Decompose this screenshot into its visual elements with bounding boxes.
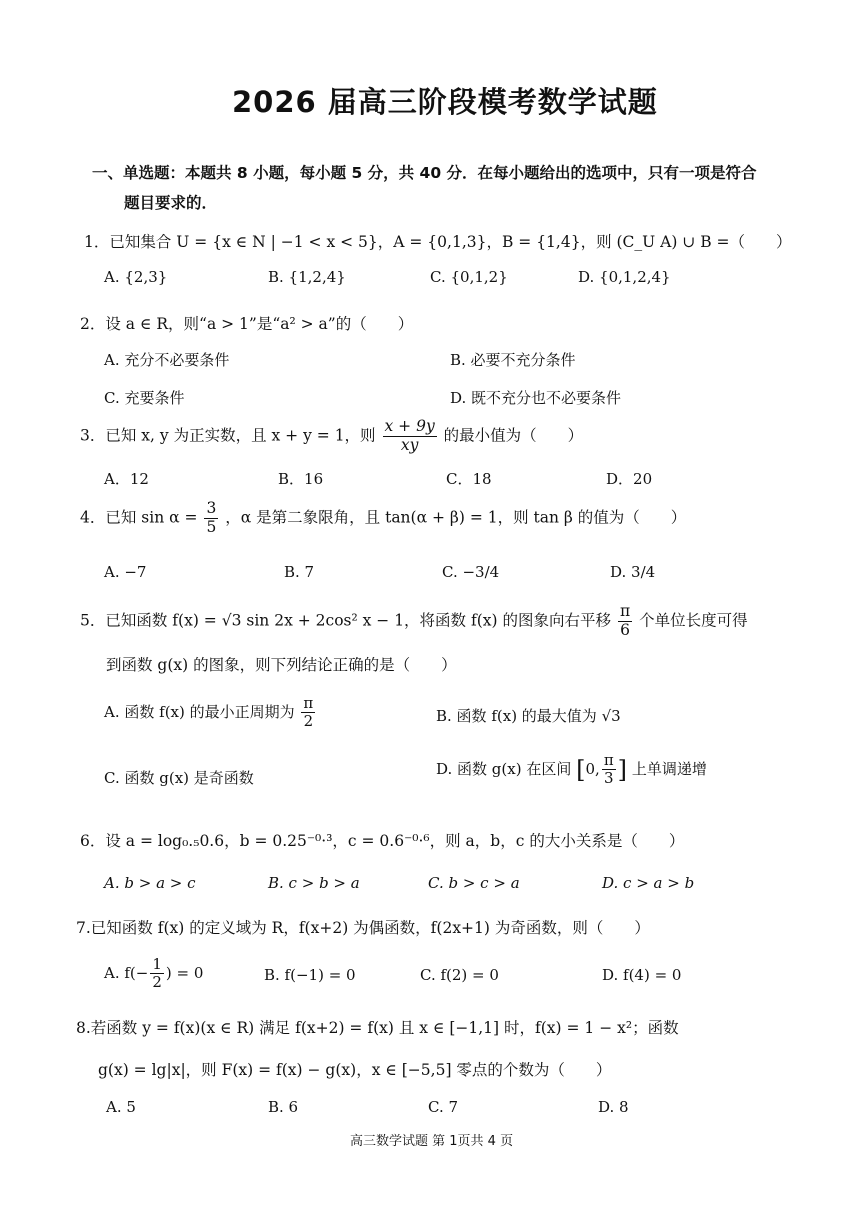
fraction-denominator: 2 xyxy=(303,712,314,731)
question-2 xyxy=(80,312,413,334)
q6-option-a: A. b > a > c xyxy=(104,874,196,892)
question-stem: 若函数 y = f(x)(x ∈ R) 满足 f(x+2) = f(x) 且 x ∈ [−1,1] 时，f(x) = 1 − x²；函数 xyxy=(90,1019,679,1037)
question-stem: 设 a ∈ R，则“a > 1”是“a² > a”的（ ） xyxy=(105,315,414,333)
fraction-numerator: 1 xyxy=(152,955,162,973)
q2-option-b: B. 必要不充分条件 xyxy=(450,351,576,369)
question-number: 3． xyxy=(80,426,106,445)
question-number: 8. xyxy=(76,1019,91,1037)
question-number: 7. xyxy=(76,919,91,937)
q7-option-a xyxy=(104,956,203,992)
fraction xyxy=(602,752,616,788)
fraction-denominator: 5 xyxy=(206,517,217,536)
question-number: 4． xyxy=(80,508,106,527)
fraction-denominator: 2 xyxy=(152,973,162,992)
q8-option-b: B. 6 xyxy=(268,1098,299,1116)
right-bracket: ] xyxy=(617,755,628,784)
q5-option-c: C. 函数 g(x) 是奇函数 xyxy=(104,769,254,787)
q2-option-a: A. 充分不必要条件 xyxy=(104,351,230,369)
option-text: A. 函数 f(x) 的最小正周期为 xyxy=(104,702,295,721)
q3-option-c: C．18 xyxy=(446,470,492,488)
question-1 xyxy=(84,230,792,252)
option-text: D. 函数 g(x) 在区间 xyxy=(436,759,572,778)
section-heading-line1: 一、单选题：本题共 8 小题，每小题 5 分，共 40 分．在每小题给出的选项中，只有一项是符合 xyxy=(92,164,757,182)
q7-option-b: B. f(−1) = 0 xyxy=(264,966,356,984)
q7-option-c: C. f(2) = 0 xyxy=(420,966,499,984)
fraction-numerator: π xyxy=(303,694,314,712)
question-stem-pre: 已知 sin α = xyxy=(105,508,198,527)
section-heading-line2: 题目要求的． xyxy=(124,194,218,212)
question-number: 1． xyxy=(84,233,110,251)
q5-option-d: D. 函数 g(x) 在区间 [0, $\frac{\pi}{3}$ ] 上单调递增 xyxy=(436,751,707,788)
q6-option-d: D. c > a > b xyxy=(602,874,695,892)
page-title: 2026 届高三阶段模考数学试题 xyxy=(232,85,658,119)
option-text: A. f(− xyxy=(104,963,149,982)
fraction-numerator: π xyxy=(619,602,631,620)
question-stem: 已知集合 U = {x ∈ N | −1 < x < 5}，A = {0,1,3}，B = {1,4}，则 (C_U A) ∪ B =（ ） xyxy=(109,233,792,251)
q3-option-d: D．20 xyxy=(606,470,653,488)
fraction xyxy=(301,695,315,731)
fraction xyxy=(618,603,632,640)
question-stem: 已知函数 f(x) 的定义域为 R，f(x+2) 为偶函数，f(2x+1) 为奇函数，则（ ） xyxy=(90,919,650,937)
q3-option-a: A．12 xyxy=(104,470,149,488)
q4-option-c: C. −3/4 xyxy=(442,563,500,581)
question-stem: 设 a = log₀.₅0.6，b = 0.25⁻⁰·³，c = 0.6⁻⁰·⁶，则 a，b，c 的大小关系是（ ） xyxy=(105,832,685,850)
q3-option-b: B．16 xyxy=(278,470,324,488)
question-stem-post: 的最小值为（ ） xyxy=(443,426,584,445)
fraction-denominator: xy xyxy=(400,435,419,454)
question-stem-post: ，α 是第二象限角，且 tan(α + β) = 1，则 tan β 的值为（ ） xyxy=(225,508,687,527)
fraction-numerator: π xyxy=(603,751,614,769)
question-6 xyxy=(80,829,684,851)
question-number: 5． xyxy=(80,611,106,630)
question-stem-post: 个单位长度可得 xyxy=(639,611,748,630)
question-8 xyxy=(76,1016,679,1038)
q8-option-d: D. 8 xyxy=(598,1098,629,1116)
question-stem-pre: 已知 x, y 为正实数，且 x + y = 1，则 xyxy=(105,426,376,445)
question-5-line2: 到函数 g(x) 的图象，则下列结论正确的是（ ） xyxy=(106,656,457,674)
question-4 xyxy=(80,500,686,537)
question-3 xyxy=(80,418,583,455)
q5-option-b: B. 函数 f(x) 的最大值为 √3 xyxy=(436,707,621,725)
question-stem-pre: 已知函数 f(x) = √3 sin 2x + 2cos² x − 1，将函数 f(x) 的图象向右平移 xyxy=(105,611,611,630)
fraction xyxy=(150,956,164,992)
fraction-denominator: 3 xyxy=(603,769,614,788)
q1-option-c: C. {0,1,2} xyxy=(430,268,508,286)
q1-option-b: B. {1,2,4} xyxy=(268,268,346,286)
q8-option-c: C. 7 xyxy=(428,1098,459,1116)
q7-option-d: D. f(4) = 0 xyxy=(602,966,682,984)
q1-option-d: D. {0,1,2,4} xyxy=(578,268,671,286)
q4-option-b: B. 7 xyxy=(284,563,315,581)
question-8-line2: g(x) = lg|x|，则 F(x) = f(x) − g(x)，x ∈ [−5,5] 零点的个数为（ ） xyxy=(98,1061,612,1079)
option-text-post: ) = 0 xyxy=(165,963,204,982)
fraction-numerator: x + 9y xyxy=(384,417,435,435)
q6-option-b: B. c > b > a xyxy=(268,874,360,892)
page-footer: 高三数学试题 第 1页共 4 页 xyxy=(350,1134,514,1149)
q4-option-d: D. 3/4 xyxy=(610,563,656,581)
q8-option-a: A. 5 xyxy=(106,1098,136,1116)
fraction xyxy=(383,418,437,455)
q2-option-d: D. 既不充分也不必要条件 xyxy=(450,389,622,407)
question-7 xyxy=(76,916,650,938)
left-bracket: [ xyxy=(576,755,586,784)
question-number: 6． xyxy=(80,832,106,850)
q4-option-a: A. −7 xyxy=(104,563,147,581)
option-text-post: 上单调递增 xyxy=(631,759,707,778)
q5-option-a xyxy=(104,695,317,731)
q2-option-c: C. 充要条件 xyxy=(104,389,185,407)
fraction xyxy=(204,500,218,537)
fraction-denominator: 6 xyxy=(620,620,630,639)
question-number: 2． xyxy=(80,315,106,333)
question-5 xyxy=(80,603,748,640)
q1-option-a: A. {2,3} xyxy=(104,268,168,286)
q6-option-c: C. b > c > a xyxy=(428,874,520,892)
fraction-numerator: 3 xyxy=(206,499,217,517)
